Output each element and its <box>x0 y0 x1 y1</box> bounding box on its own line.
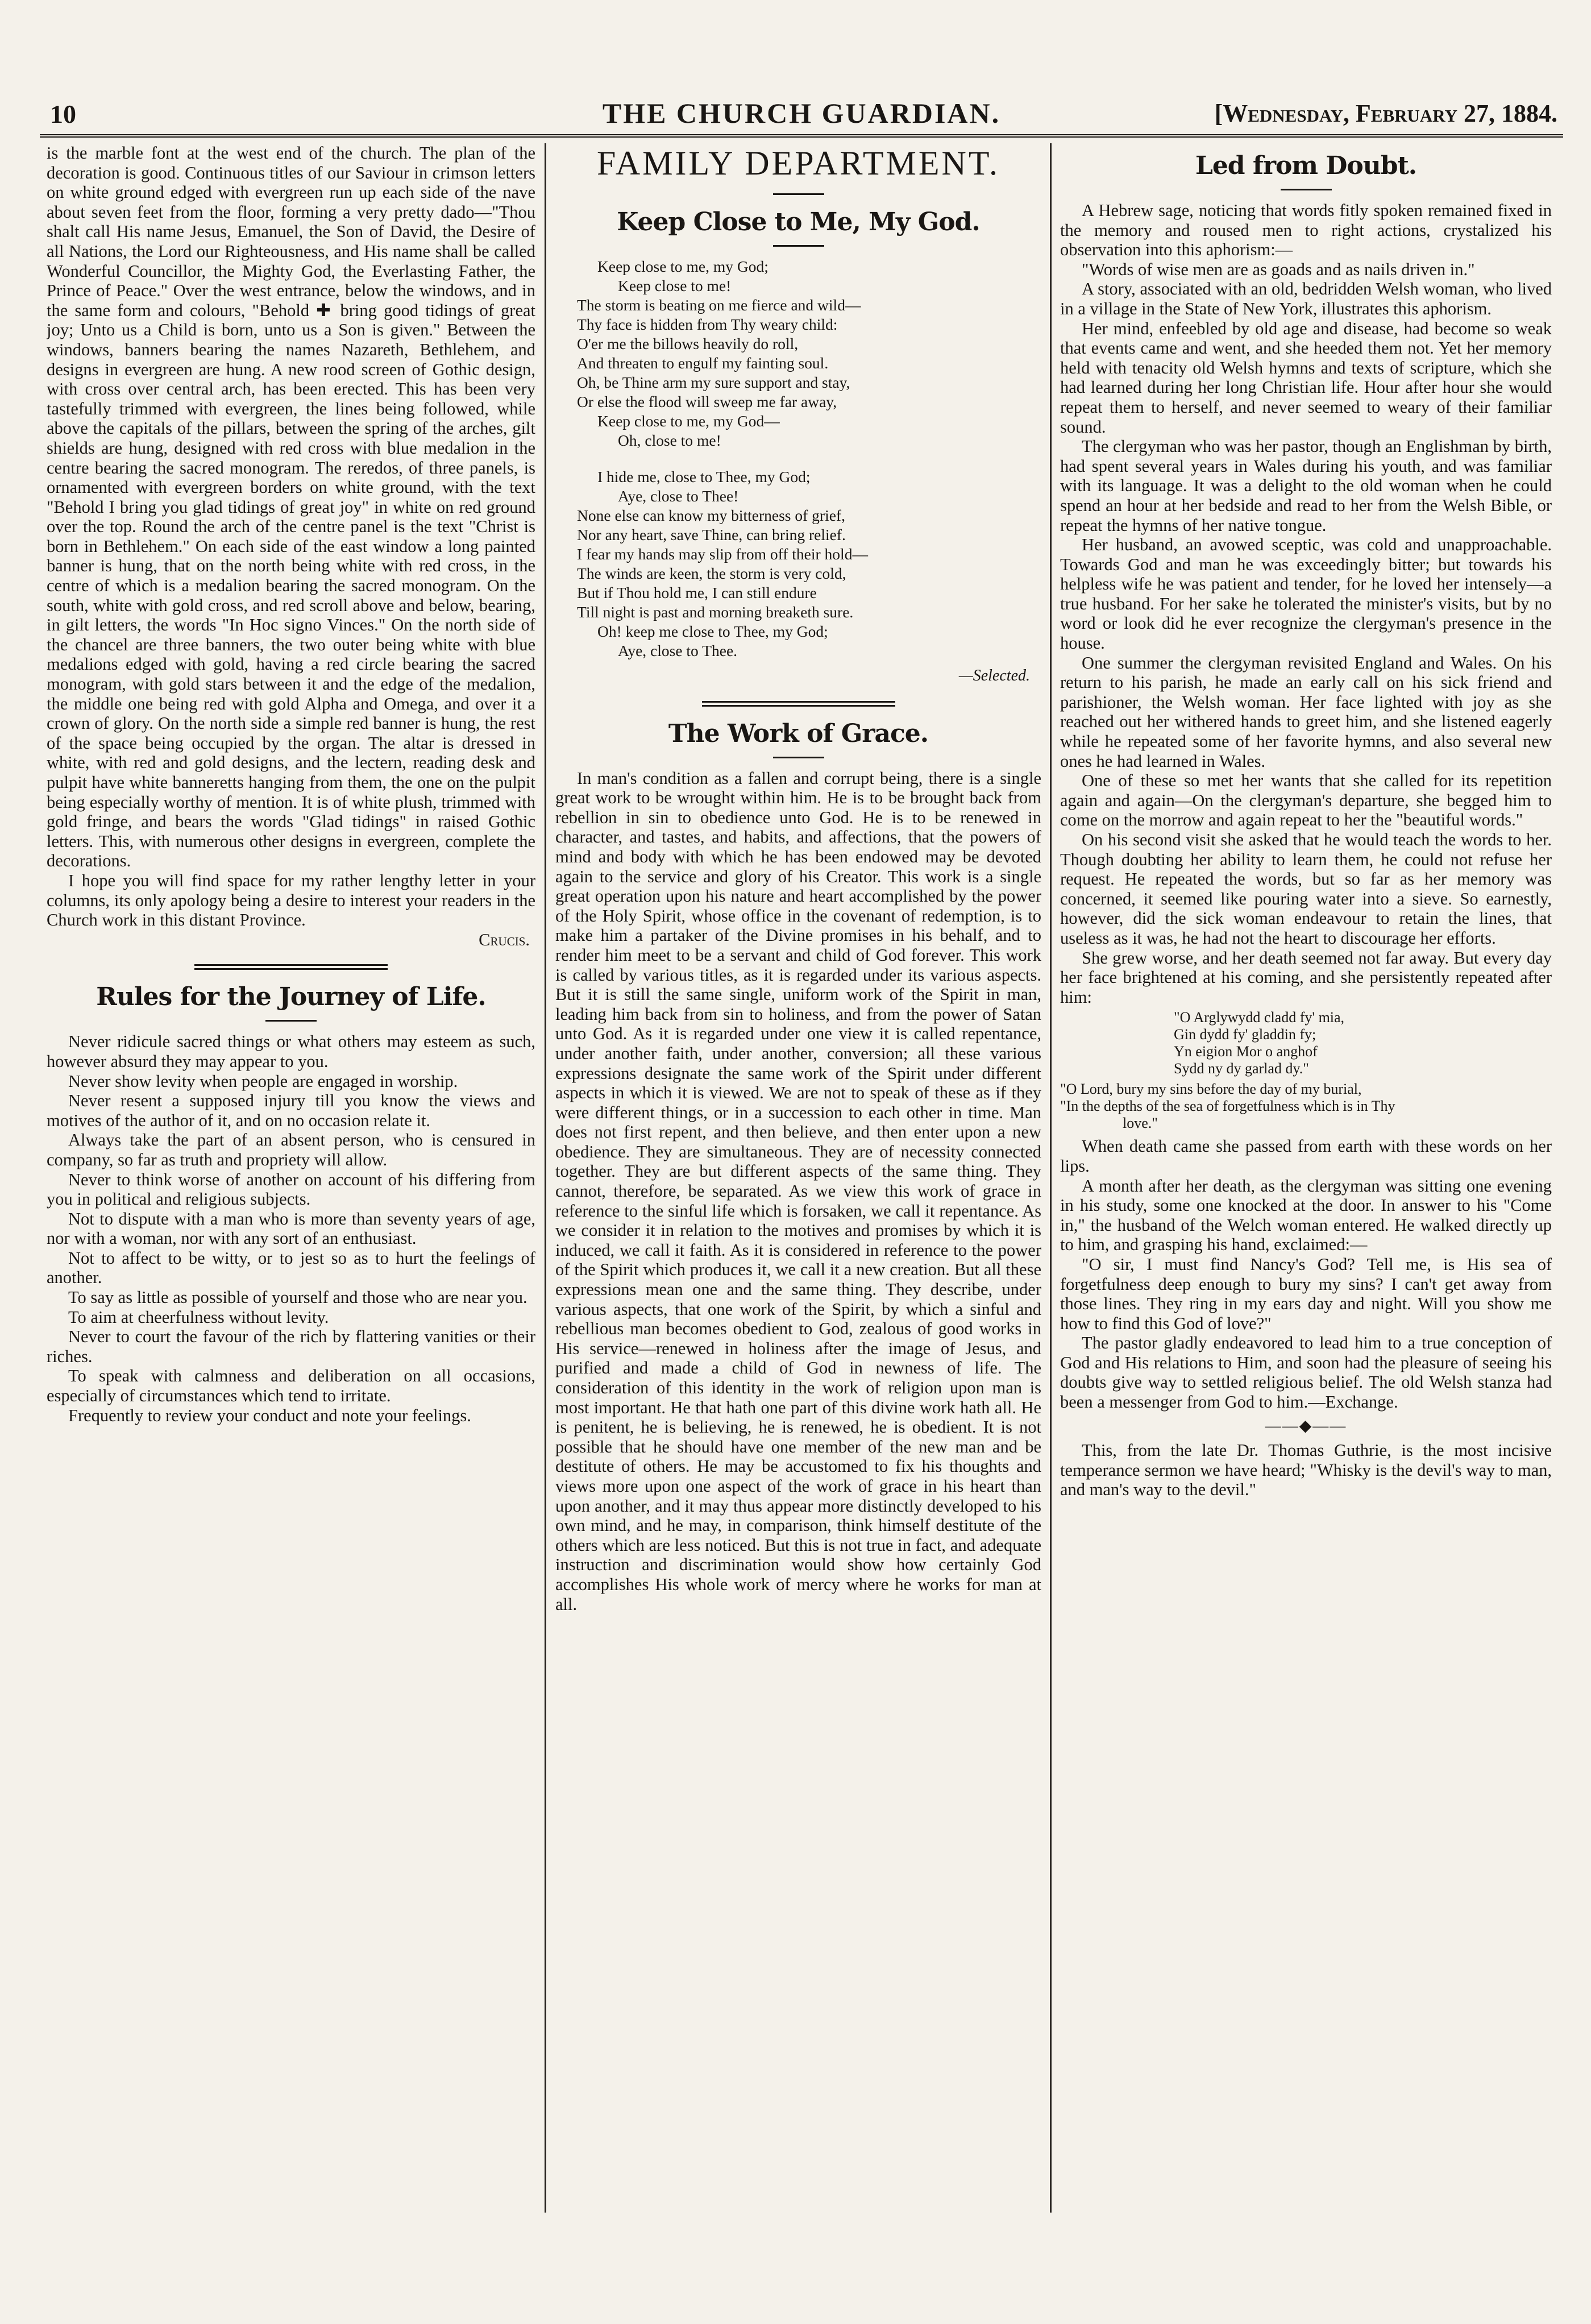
poem-line: Till night is past and morning breaketh sure. <box>577 603 854 621</box>
rule-item: To aim at cheerfulness without levity. <box>68 1307 329 1327</box>
closing-paragraph: I hope you will find space for my rather lengthy letter in your columns, its only apology being a desire to interest your readers in the Church work in this distant Province. <box>47 870 535 930</box>
story-paragraph: One of these so met her wants that she called for its repetition again and again—On the clergyman's departure, she begged him to come on the morrow and again repeat to her the "beautiful words." <box>1060 771 1552 830</box>
work-paragraph: In man's condition as a fallen and corrupt being, there is a single great work to be wrought within him. He is to be brought back from rebellion in sin to obedience unto God. He is to be renewed in character, and tastes, and habits, and affections, that the powers of mind and body with which he has been endowed may be devoted again to the service and glory of his Creator. This work is a single great operation upon his nature and heart accomplished by the power of the Holy Spirit, whose office in the covenant of redemption, is to make him a partaker of the Divine promises in his behalf, and to render him meet to be a servant and child of God forever. This work is called by various titles, as it is regarded under its various aspects. But it is still the same single, uniform work of the Spirit in man, leading him back from sin to holiness, and from the power of Satan unto God. As it is regarded under one view it is called repentance, under another faith, under another, conversion; all these various expressions designate the same work of the Spirit under different aspects in which it is viewed. We are not to speak of these as if they were different things, or in a succession to each other in time. Man does not first repent, and then believe, and then enter upon a new obedience. They are simultaneous. They are of necessity connected together. They are but different aspects of the same thing. They cannot, therefore, be separated. As we view this work of grace in reference to the sinful life which is forsaken, we call it repentance. As we consider it in relation to the motives and promises by which it is induced, we call it faith. As it is considered in reference to the power of the Spirit which produces it, we call it a new creation. But all these expressions mean one and the same thing. They describe, under various aspects, that one work of the Spirit, by which a sinful and rebellious man becomes obedient to God, zealous of good works in His service—renewed in holiness after the image of Jesus, and purified and made a child of God in newness of life. The consideration of this identity in the work of religion upon man is most important. He that hath one part of this divine work hath all. He is penitent, he is believing, he is renewed, he is obedient. It is not possible that he should have one member of the new man and be destitute of others. He may be accustomed to fix his thoughts and views more upon one aspect of the work of grace in his heart than upon another, and it may thus appear more distinctly developed to his own mind, and he may, in comparison, think himself destitute of the others which are less noticed. But this is not true in fact, and adequate instruction and discrimination would show how certainly God accomplishes His whole work of mercy where he works for man at all. <box>555 768 1041 1614</box>
letter-closing <box>47 871 535 930</box>
rule-item: Never ridicule sacred things or what others may esteem as such, however absurd they may appear to you. <box>47 1032 535 1071</box>
poem-stanza-2 <box>577 467 1041 661</box>
rule-item: Never to think worse of another on account of his differing from you in political and religious subjects. <box>47 1169 535 1209</box>
letter-signature <box>47 930 535 950</box>
poem-line: Aye, close to Thee. <box>618 642 738 659</box>
story-paragraph: Her husband, an avowed sceptic, was cold and unapproachable. Towards God and man he was exceedingly bitter; but towards his helpless wife he was patient and tender, for he loved her intensely—a true husband. For her sake he tolerated the minister's visits, but by no word or look did he ever recognize the clergyman's presence in the house. <box>1060 535 1552 653</box>
poem-line: Keep close to me! <box>618 277 732 294</box>
translation-line: love." <box>1123 1115 1158 1132</box>
story-paragraph: Her mind, enfeebled by old age and disease, had become so weak that events came and went, and she heeded them not. Yet her memory held with tenacity old Welsh hymns and texts of scripture, which she had learned during her long Christian life. Hour after hour she would repeat them to herself, and never seemed to weary of their familiar sound. <box>1060 318 1552 437</box>
section-divider <box>194 964 388 970</box>
story-paragraph: A story, associated with an old, bedridden Welsh woman, who lived in a village in the State of New York, illustrates this aphorism. <box>1060 279 1552 318</box>
column-rule-2 <box>1050 143 1052 2213</box>
rule-item: To say as little as possible of yourself and those who are near you. <box>68 1288 527 1308</box>
poem-line: Thy face is hidden from Thy weary child: <box>577 316 838 333</box>
work-title: The Work of Grace. <box>668 719 929 748</box>
department-heading: FAMILY DEPARTMENT. <box>596 144 1000 182</box>
poem-line: O'er me the billows heavily do roll, <box>577 335 799 352</box>
poem-line: Keep close to me, my God— <box>597 412 780 430</box>
rule-item: Frequently to review your conduct and note your feelings. <box>68 1405 471 1425</box>
ornament-divider: ——◆—— <box>1265 1417 1347 1435</box>
poem-line: Aye, close to Thee! <box>618 487 739 505</box>
story-paragraph: The pastor gladly endeavored to lead him to a true conception of God and His relations to Him, and soon had the pleasure of seeing his doubts give way to settled religious belief. The old Welsh stanza had been a messenger from God to him.—Exchange. <box>1060 1333 1552 1412</box>
page-number: 10 <box>50 99 76 128</box>
rule-item: Never to court the favour of the rich by flattering vanities or their riches. <box>47 1327 535 1366</box>
translation-line: "In the depths of the sea of forgetfulness which is in Thy <box>1060 1098 1395 1115</box>
poem-line: Oh, close to me! <box>618 431 721 449</box>
poem-line: Or else the flood will sweep me far away, <box>577 393 837 410</box>
welsh-line: Gin dydd fy' gladdin fy; <box>1174 1026 1316 1043</box>
rule-item: Not to affect to be witty, or to jest so as to hurt the feelings of another. <box>47 1248 535 1288</box>
poem-line: I hide me, close to Thee, my God; <box>597 468 811 485</box>
section-divider <box>702 701 895 707</box>
story-paragraph: One summer the clergyman revisited England and Wales. On his return to his parish, he made an early call on his sick friend and parishioner, the Welsh woman. Her face lighted with joy as she reached out her withered hands to greet him, and she listened eagerly while he repeated some of her favorite hymns, and also several new ones he had learned in Wales. <box>1060 653 1552 771</box>
welsh-stanza <box>1174 1009 1552 1077</box>
issue-date: [Wednesday, February 27, 1884. <box>1214 99 1557 127</box>
poem-line: Keep close to me, my God; <box>597 258 769 275</box>
story-paragraph: When death came she passed from earth with these words on her lips. <box>1060 1136 1552 1176</box>
welsh-line: Sydd ny dy garlad dy." <box>1174 1060 1309 1077</box>
translation-line: "O Lord, bury my sins before the day of my burial, <box>1060 1081 1362 1098</box>
story-paragraph: The clergyman who was her pastor, though an Englishman by birth, had spent several years in Wales during his youth, and was familiar with its language. It was a delight to the old woman when he could spend an hour at her bedside and read to her from the Welsh Bible, or repeat the hymns of her native tongue. <box>1060 437 1552 535</box>
title-rule <box>773 245 824 247</box>
article-title: Led from Doubt. <box>1195 151 1417 180</box>
signature-name: Crucis. <box>479 929 530 949</box>
column-1 <box>47 143 535 2247</box>
poem-line: The winds are keen, the storm is very cold, <box>577 565 846 582</box>
decorations-paragraph: is the marble font at the west end of the church. The plan of the decoration is good. Continuous titles of our Saviour in crimson letters on white ground edged with evergreen run up each side of the nave about seven feet from the floor, forming a very pretty dado—"Thou shalt call His name Jesus, Emanuel, the Son of David, the Desire of all Nations, the Lord our Righteousness, and His name shall be called Wonderful Councillor, the Mighty God, the Everlasting Father, the Prince of Peace." Over the west entrance, below the windows, and in the same form and colours, "Behold ✚ bring good tidings of great joy; Unto us a Child is born, unto us a Son is given." Between the windows, banners bearing the names Nazareth, Bethlehem, and designs in evergreen are hung. A new rood screen of Gothic design, with cross over central arch, has been erected. This has been very tastefully trimmed with evergreen, the lines being followed, while above the capitals of the pillars, between the spring of the arches, gilt shields are hung, designed with red cross with blue medalion in the centre bearing the sacred monogram. The reredos, of three panels, is ornamented with evergreen borders on white ground, with the text "Behold I bring you glad tidings of great joy" in white on red ground over the top. Round the arch of the centre panel is the text "Christ is born in Bethlehem." On each side of the east window a long painted banner is hung, that on the north being white with red cross, in the centre of which is a medalion bearing the sacred monogram. On the south, white with gold cross, and red scroll above and below, bearing, in gilt letters, the words "In Hoc signo Vinces." On the north side of the chancel are three banners, the two outer being white with blue medalions edged with gold, having a red circle bearing the sacred monogram, with gold stars between it and the edge of the medalion, the middle one being red with gold Alpha and Omega, and over it a crown of glory. On the north side a simple red banner is hung, the rest of the space being occupied by the organ. The altar is dressed in white, with red and gold designs, and the lectern, reading desk and pulpit have white banneretts hanging from them, the one on the pulpit being especially worthy of mention. It is of white plush, trimmed with gold fringe, and bears the words "Glad tidings" in raised Gothic letters. This, with numerous other designs in evergreen, complete the decorations. <box>47 143 535 871</box>
column-rule-1 <box>545 143 546 2213</box>
welsh-line: Yn eigion Mor o anghof <box>1174 1043 1318 1060</box>
story-paragraph: "Words of wise men are as goads and as nails driven in." <box>1082 259 1475 279</box>
welsh-line: "O Arglywydd cladd fy' mia, <box>1174 1009 1345 1026</box>
column-2 <box>555 143 1041 2247</box>
title-rule <box>265 1020 317 1022</box>
poem-title: Keep Close to Me, My God. <box>617 208 980 236</box>
poem-line: And threaten to engulf my fainting soul. <box>577 354 829 372</box>
poem-line: I fear my hands may slip from off their hold— <box>577 545 868 563</box>
masthead-title: THE CHURCH GUARDIAN. <box>602 97 1001 129</box>
poem-stanza-1 <box>577 257 1041 450</box>
column-3 <box>1060 143 1552 2247</box>
guthrie-paragraph: This, from the late Dr. Thomas Guthrie, is the most incisive temperance sermon we have heard; "Whisky is the devil's way to man, and man's way to the devil." <box>1060 1441 1552 1500</box>
poem-line: But if Thou hold me, I can still endure <box>577 584 817 601</box>
rule-item: Never show levity when people are engaged in worship. <box>68 1071 458 1091</box>
poem-line: Oh, be Thine arm my sure support and stay, <box>577 374 850 391</box>
page-header <box>40 92 1563 138</box>
stanza-translation <box>1060 1081 1552 1132</box>
poem-line: None else can know my bitterness of grief, <box>577 507 845 524</box>
story-paragraph: A Hebrew sage, noticing that words fitly spoken remained fixed in the memory and roused men to right actions, crystalized his observation into this aphorism:— <box>1060 201 1552 260</box>
rule-item: Never resent a supposed injury till you know the views and motives of the author of it, and on no occasion relate it. <box>47 1091 535 1130</box>
poem-line: Oh! keep me close to Thee, my God; <box>597 622 828 640</box>
title-rule <box>1281 189 1332 190</box>
poem-line: The storm is beating on me fierce and wild— <box>577 296 861 314</box>
rule-item: Always take the part of an absent person, who is censured in company, so far as truth and propriety will allow. <box>47 1130 535 1169</box>
heading-rule <box>773 193 824 195</box>
poem-line: Nor any heart, save Thine, can bring relief. <box>577 526 846 543</box>
rules-title: Rules for the Journey of Life. <box>96 982 486 1012</box>
story-paragraph: A month after her death, as the clergyman was sitting one evening in his study, some one knocked at the door. In answer to his "Come in," the husband of the Welch woman entered. He walked directly up to him, and grasping his hand, exclaimed:— <box>1060 1176 1552 1255</box>
poem-source: —Selected. <box>958 667 1030 684</box>
story-paragraph: She grew worse, and her death seemed not far away. But every day her face brightened at his coming, and she persistently repeated after him: <box>1060 948 1552 1007</box>
rule-item: Not to dispute with a man who is more than seventy years of age, nor with a woman, nor with any sort of an enthusiast. <box>47 1209 535 1248</box>
story-paragraph: "O sir, I must find Nancy's God? Tell me, is His sea of forgetfulness deep enough to bury my sins? I can't get away from those lines. They ring in my ears day and night. Will you show me how to find this God of love?" <box>1060 1254 1552 1333</box>
title-rule <box>773 757 824 758</box>
stanza-gap <box>577 450 1041 467</box>
rule-item: To speak with calmness and deliberation on all occasions, especially of circumstances which tend to irritate. <box>47 1366 535 1406</box>
story-paragraph: On his second visit she asked that he would teach the words to her. Though doubting her ability to learn them, he could not refuse her request. He repeated the words, but so far as her memory was concerned, it seemed like pouring water into a sieve. So earnestly, however, did the sick woman endeavour to retain the lines, that useless as it was, he had not the heart to discourage her efforts. <box>1060 830 1552 948</box>
poem <box>577 257 1041 661</box>
